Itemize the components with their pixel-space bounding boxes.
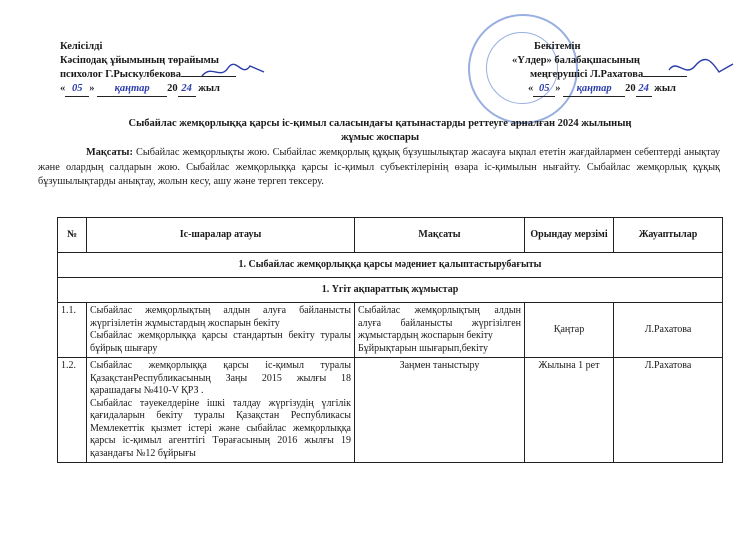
goal-label: Мақсаты:: [86, 147, 133, 158]
subsection-row: [58, 278, 723, 303]
row-goal: Сыбайлас жемқорлықтың алдын алуға байланысты жүргізілген жұмыстардың жоспарын бекіту Бұйрықтарын шығарып,бекіту: [355, 303, 525, 358]
goal-paragraph: [38, 146, 720, 190]
goal-text: Сыбайлас жемқорлықты жою. Сыбайлас жемқорлық құқық бұзушылықтар жасауға ықпал ететін жағдайлармен себептерді анықтау және олардың салдарын жою. Сыбайлас жемқорлыққа қарсы іс-қимыл субъектілерінің өзара іс-қимылын нығайту. Сыбайлас жемқорлық құқық бұзушылықтарды анықтау, жолын кесу, ашу және тергеп тексеру.: [38, 147, 721, 187]
approval-left: [60, 40, 236, 97]
plan-table: [57, 217, 723, 463]
row-term: Қаңтар: [525, 303, 614, 358]
section-row: [58, 253, 723, 278]
header-number: №: [58, 218, 87, 253]
approval-right-date: « 05 » қаңтар 20 24 жыл: [512, 82, 687, 97]
approval-left-line2: Кәсіподақ ұйымының төрайымы: [60, 55, 219, 66]
approval-right-line1: Бекітемін: [534, 41, 581, 52]
table-row: [58, 358, 723, 463]
title-line1: Сыбайлас жемқорлыққа қарсы іс-қимыл саласындағы қатынастарды реттеуге арналған 2024 жылының: [128, 118, 632, 129]
header-event-name: Іс-шаралар атауы: [87, 218, 355, 253]
approval-right: [512, 40, 687, 97]
approval-left-line1: Келісілді: [60, 41, 103, 52]
row-responsible: Л.Рахатова: [614, 303, 723, 358]
subsection-title: 1. Үгіт ақпараттық жұмыстар: [58, 278, 723, 303]
row-number: 1.2.: [58, 358, 87, 463]
document-title: [40, 117, 720, 145]
row-responsible: Л.Рахатова: [614, 358, 723, 463]
approval-left-date: « 05 » қаңтар 20 24 жыл: [60, 82, 236, 97]
approval-right-line2: «Үлдер» балабақшасының: [512, 55, 640, 66]
title-line2: жұмыс жоспары: [340, 132, 420, 143]
row-term: Жылына 1 рет: [525, 358, 614, 463]
approval-left-line3: психолог Г.Рыскулбекова: [60, 68, 236, 82]
row-event-name: Сыбайлас жемқорлыққа қарсы іс-қимыл туралы ҚазақстанРеспубликасының Заңы 2015 жылғы 18 қарашадағы №410-V ҚРЗ . Сыбайлас тәуекелдеріне ішкі талдау жүргізудің үлгілік қағидаларын бекіту туралы Қазақстан Республикасы Мемлекеттік қызмет істері және сыбайлас жемқорлыққа қарсы іс-қимыл агенттігі Төрағасының 2016 жылғы 19 қазандағы №12 бұйрығы: [87, 358, 355, 463]
table-row: [58, 303, 723, 358]
section-title: 1. Сыбайлас жемқорлыққа қарсы мәдениет қалыптастырубағыты: [58, 253, 723, 278]
row-event-name: Сыбайлас жемқорлықтың алдын алуға байланысты жүргізілетін жұмыстардың жоспарын бекіту Сыбайлас жемқорлыққа қарсы стандартын бекіту туралы бұйрық шығару: [87, 303, 355, 358]
header-responsible: Жауаптылар: [614, 218, 723, 253]
table-header-row: [58, 218, 723, 253]
row-number: 1.1.: [58, 303, 87, 358]
header-goal: Мақсаты: [355, 218, 525, 253]
header-term: Орындау мерзімі: [525, 218, 614, 253]
approval-right-line3: меңгерушісі Л.Рахатова: [512, 68, 687, 82]
row-goal: Заңмен таныстыру: [355, 358, 525, 463]
